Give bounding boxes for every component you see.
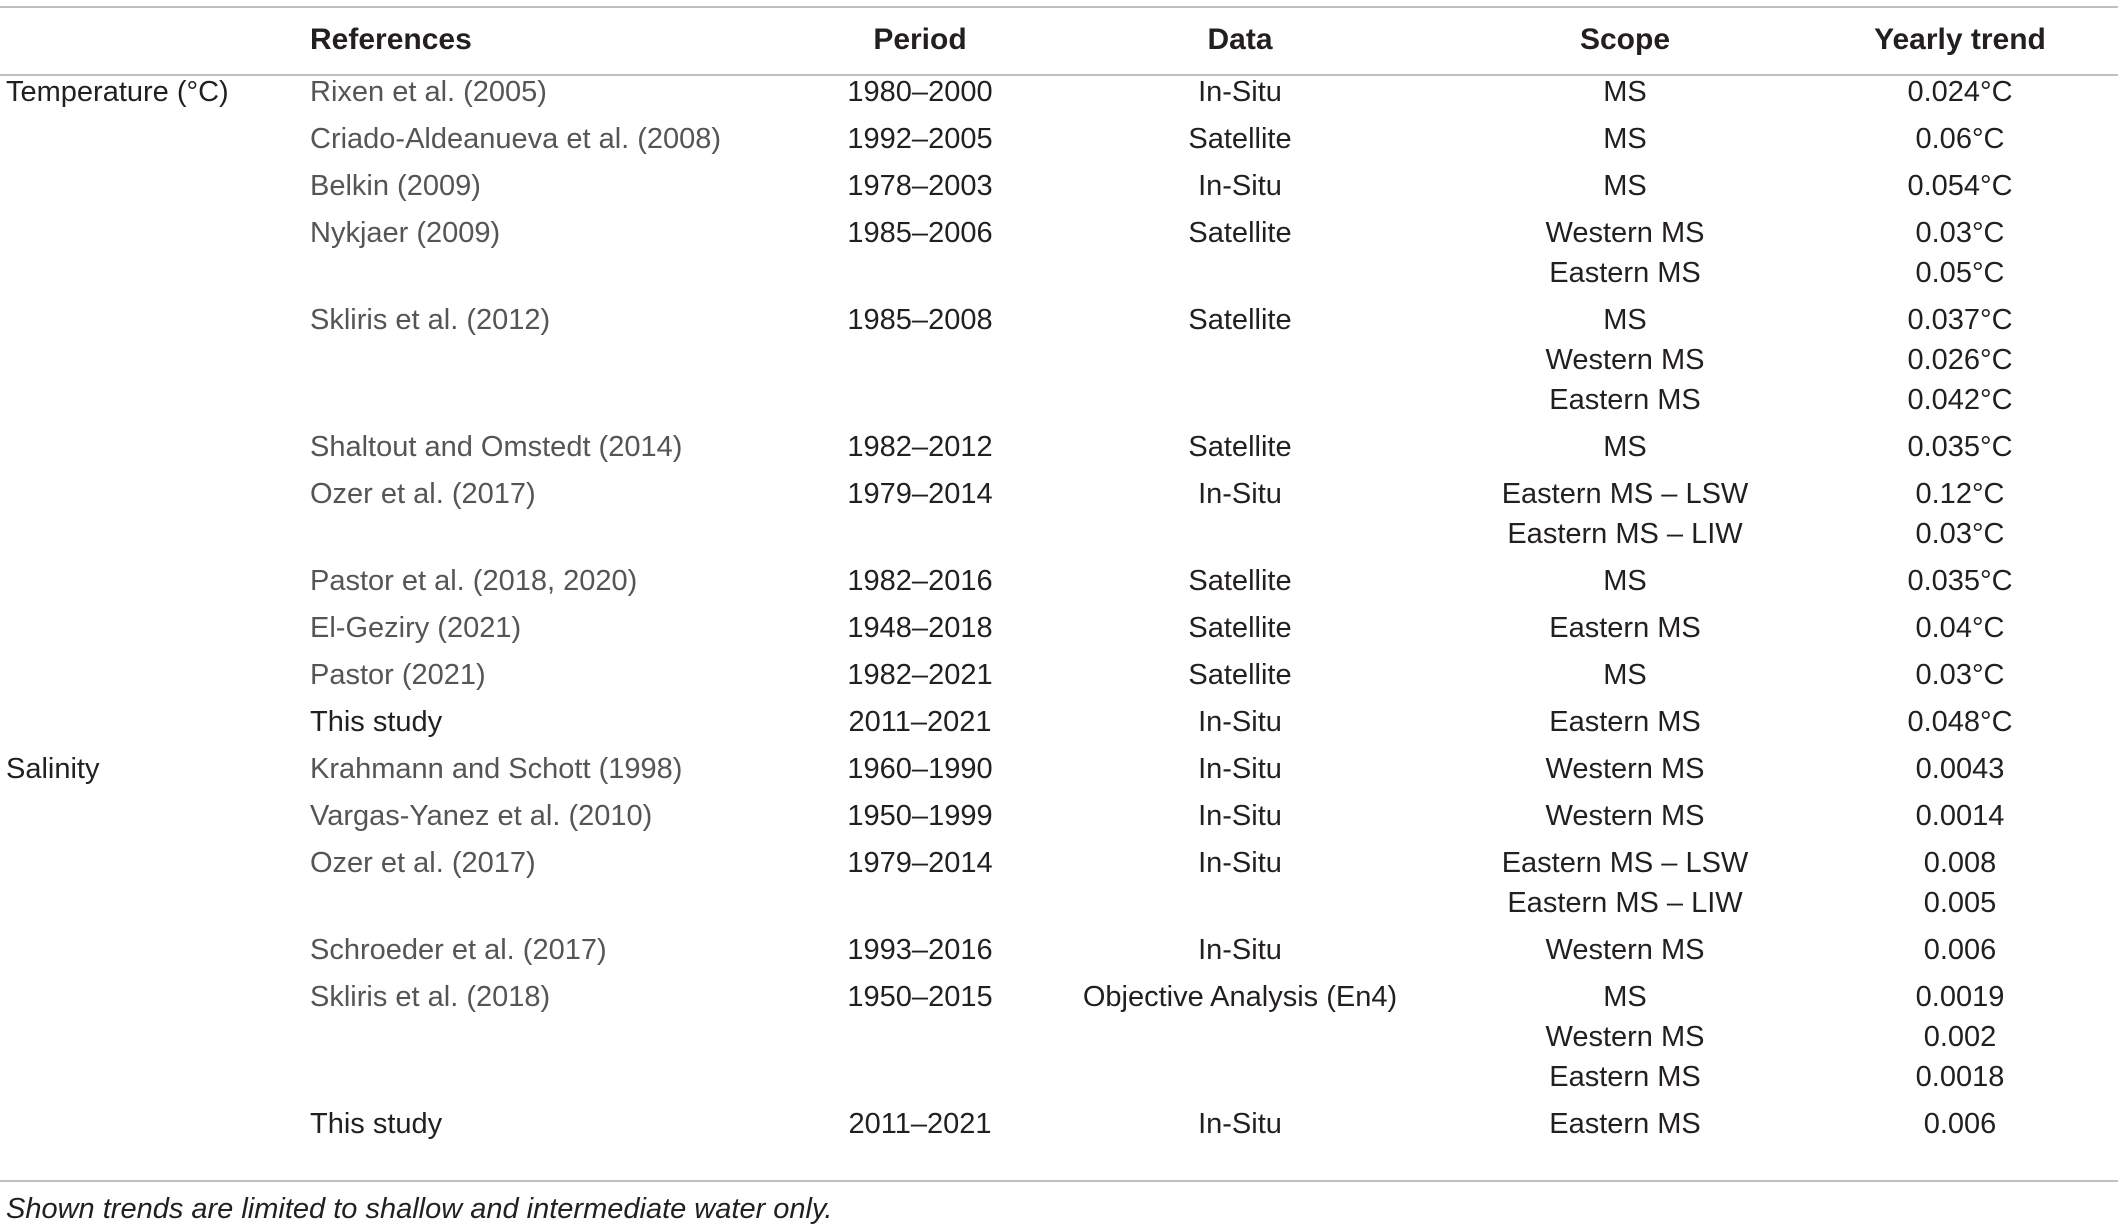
row-reference: Criado-Aldeanueva et al. (2008): [310, 123, 722, 155]
header-period: Period: [873, 23, 967, 56]
row-reference: Skliris et al. (2018): [310, 981, 551, 1013]
row-yearly-trend: 0.005: [1923, 887, 1997, 919]
row-category: Salinity: [6, 753, 100, 785]
row-scope: Western MS: [1545, 800, 1705, 832]
row-period: 1960–1990: [847, 753, 993, 785]
row-reference: Ozer et al. (2017): [310, 847, 536, 879]
row-yearly-trend: 0.0018: [1915, 1061, 2005, 1093]
row-period: 2011–2021: [848, 1108, 992, 1140]
header-data: Data: [1207, 23, 1273, 56]
row-period: 1992–2005: [847, 123, 993, 155]
bottom-rule: [0, 1180, 2118, 1182]
row-scope: Eastern MS – LIW: [1507, 518, 1743, 550]
row-data: In-Situ: [1198, 800, 1282, 832]
row-scope: Eastern MS – LSW: [1501, 478, 1749, 510]
row-scope: Western MS: [1545, 344, 1705, 376]
row-scope: MS: [1603, 170, 1647, 202]
row-data: In-Situ: [1198, 1108, 1282, 1140]
row-scope: Eastern MS: [1549, 384, 1701, 416]
row-data: In-Situ: [1198, 706, 1282, 738]
row-yearly-trend: 0.04°C: [1915, 612, 2005, 644]
row-yearly-trend: 0.05°C: [1915, 257, 2005, 289]
row-reference: This study: [310, 1108, 443, 1140]
row-scope: MS: [1603, 565, 1647, 597]
row-scope: Eastern MS – LSW: [1501, 847, 1749, 879]
row-period: 1950–2015: [847, 981, 993, 1013]
row-scope: MS: [1603, 981, 1647, 1013]
row-data: In-Situ: [1198, 76, 1282, 108]
row-yearly-trend: 0.008: [1923, 847, 1997, 879]
row-yearly-trend: 0.06°C: [1915, 123, 2005, 155]
row-yearly-trend: 0.03°C: [1915, 518, 2005, 550]
row-scope: Eastern MS – LIW: [1507, 887, 1743, 919]
row-reference: Shaltout and Omstedt (2014): [310, 431, 683, 463]
row-scope: MS: [1603, 659, 1647, 691]
row-yearly-trend: 0.048°C: [1907, 706, 2013, 738]
row-reference: Ozer et al. (2017): [310, 478, 536, 510]
row-scope: MS: [1603, 431, 1647, 463]
row-yearly-trend: 0.024°C: [1907, 76, 2013, 108]
row-reference: Rixen et al. (2005): [310, 76, 547, 108]
top-rule: [0, 6, 2118, 8]
row-yearly-trend: 0.006: [1923, 1108, 1997, 1140]
row-reference: Vargas-Yanez et al. (2010): [310, 800, 653, 832]
row-yearly-trend: 0.026°C: [1907, 344, 2013, 376]
row-reference: Belkin (2009): [310, 170, 481, 202]
row-period: 1982–2016: [847, 565, 993, 597]
row-reference: Pastor et al. (2018, 2020): [310, 565, 638, 597]
row-scope: Eastern MS: [1549, 257, 1701, 289]
row-period: 1982–2012: [847, 431, 993, 463]
row-data: In-Situ: [1198, 478, 1282, 510]
row-period: 1948–2018: [847, 612, 993, 644]
row-scope: Western MS: [1545, 753, 1705, 785]
row-period: 1980–2000: [847, 76, 993, 108]
row-period: 1982–2021: [847, 659, 993, 691]
row-yearly-trend: 0.002: [1923, 1021, 1997, 1053]
row-data: Satellite: [1188, 612, 1292, 644]
row-scope: Eastern MS: [1549, 1108, 1701, 1140]
row-data: Satellite: [1188, 217, 1292, 249]
row-scope: Western MS: [1545, 934, 1705, 966]
row-data: Satellite: [1188, 565, 1292, 597]
row-data: In-Situ: [1198, 753, 1282, 785]
row-yearly-trend: 0.0043: [1915, 753, 2005, 785]
row-reference: This study: [310, 706, 443, 738]
row-data: In-Situ: [1198, 170, 1282, 202]
row-reference: Skliris et al. (2012): [310, 304, 551, 336]
row-reference: El-Geziry (2021): [310, 612, 522, 644]
row-yearly-trend: 0.035°C: [1907, 565, 2013, 597]
row-scope: Western MS: [1545, 217, 1705, 249]
row-reference: Pastor (2021): [310, 659, 486, 691]
row-yearly-trend: 0.12°C: [1915, 478, 2005, 510]
row-scope: Eastern MS: [1549, 706, 1701, 738]
row-scope: MS: [1603, 304, 1647, 336]
row-data: Satellite: [1188, 431, 1292, 463]
row-period: 1978–2003: [847, 170, 993, 202]
row-data: Satellite: [1188, 659, 1292, 691]
row-data: Satellite: [1188, 304, 1292, 336]
header-scope: Scope: [1579, 23, 1671, 56]
header-references: References: [310, 23, 472, 56]
row-scope: MS: [1603, 76, 1647, 108]
row-reference: Nykjaer (2009): [310, 217, 501, 249]
row-reference: Krahmann and Schott (1998): [310, 753, 683, 785]
row-yearly-trend: 0.03°C: [1915, 659, 2005, 691]
row-period: 1979–2014: [847, 478, 993, 510]
row-category: Temperature (°C): [6, 76, 229, 108]
row-reference: Schroeder et al. (2017): [310, 934, 607, 966]
row-yearly-trend: 0.0014: [1915, 800, 2005, 832]
row-data: Objective Analysis (En4): [1082, 981, 1398, 1013]
row-yearly-trend: 0.0019: [1915, 981, 2005, 1013]
row-yearly-trend: 0.006: [1923, 934, 1997, 966]
row-period: 2011–2021: [848, 706, 992, 738]
row-scope: Eastern MS: [1549, 612, 1701, 644]
row-scope: MS: [1603, 123, 1647, 155]
row-period: 1993–2016: [847, 934, 993, 966]
row-period: 1950–1999: [847, 800, 993, 832]
row-scope: Western MS: [1545, 1021, 1705, 1053]
row-period: 1979–2014: [847, 847, 993, 879]
row-yearly-trend: 0.03°C: [1915, 217, 2005, 249]
row-yearly-trend: 0.054°C: [1907, 170, 2013, 202]
row-yearly-trend: 0.035°C: [1907, 431, 2013, 463]
header-yearly-trend: Yearly trend: [1874, 23, 2046, 56]
row-period: 1985–2006: [847, 217, 993, 249]
row-data: In-Situ: [1198, 934, 1282, 966]
row-data: In-Situ: [1198, 847, 1282, 879]
row-yearly-trend: 0.037°C: [1907, 304, 2013, 336]
row-data: Satellite: [1188, 123, 1292, 155]
row-yearly-trend: 0.042°C: [1907, 384, 2013, 416]
row-period: 1985–2008: [847, 304, 993, 336]
table-footnote: Shown trends are limited to shallow and intermediate water only.: [6, 1193, 833, 1225]
row-scope: Eastern MS: [1549, 1061, 1701, 1093]
